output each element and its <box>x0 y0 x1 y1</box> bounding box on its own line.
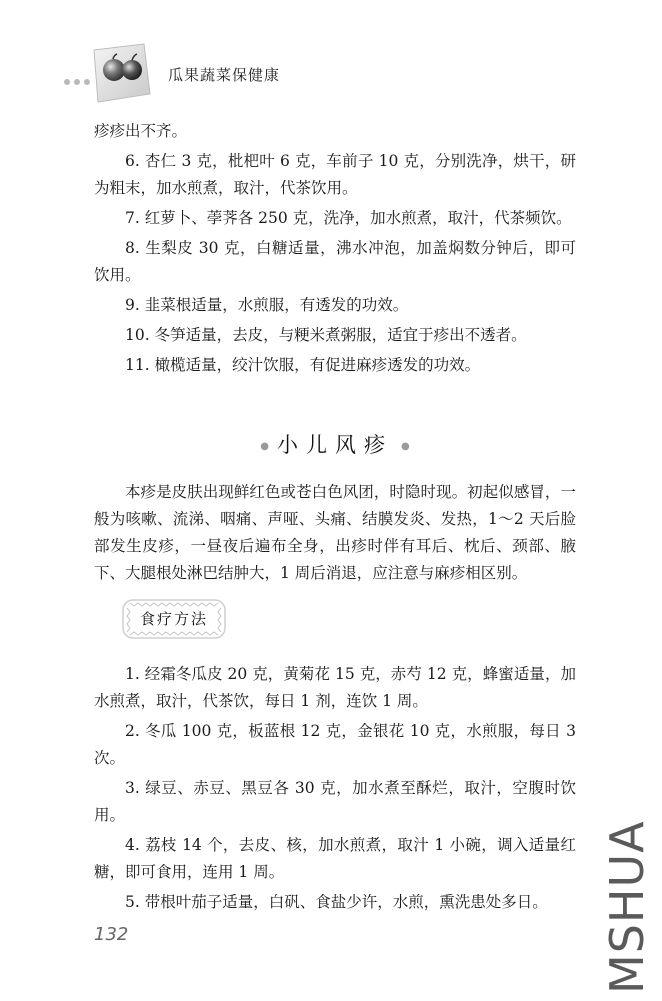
section-title-text: 小儿风疹 <box>277 433 393 457</box>
header-title: 瓜果蔬菜保健康 <box>168 66 281 84</box>
section-title <box>94 429 576 459</box>
list-item: 2. 冬瓜 100 克，板蓝根 12 克，金银花 10 克，水煎服，每日 3 次。 <box>94 722 576 767</box>
watermark: MSHUA <box>600 820 654 994</box>
page-header <box>0 40 662 110</box>
section-intro: 本疹是皮肤出现鲜红色或苍白色风团，时隐时现。初起似感冒，一般为咳嗽、流涕、咽痛、声哑、头痛、结膜发炎、发热，1～2 天后脸部发生皮疹，一昼夜后遍布全身，出疹时伴有耳后、枕后、颈部、腋下、大腿根处淋巴结肿大，1 周后消退，应注意与麻疹相区别。 <box>94 483 576 582</box>
list-item: 10. 冬笋适量，去皮，与粳米煮粥服，适宜于疹出不透者。 <box>125 326 527 344</box>
subhead-badge <box>122 599 226 639</box>
list-item: 4. 荔枝 14 个，去皮、核，加水煎煮，取汁 1 小碗，调入适量红糖，即可食用，连用 1 周。 <box>94 836 576 881</box>
subhead-text: 食疗方法 <box>139 610 208 628</box>
fruit-plate-icon <box>88 40 154 106</box>
list-item: 9. 韭菜根适量，水煎服，有透发的功效。 <box>125 296 409 314</box>
page-number: 132 <box>94 924 129 945</box>
list-item: 8. 生梨皮 30 克，白糖适量，沸水冲泡，加盖焖数分钟后，即可饮用。 <box>94 239 576 284</box>
list-item: 7. 红萝卜、荸荠各 250 克，洗净，加水煎煮，取汁，代茶频饮。 <box>125 209 572 227</box>
paragraph: 疹疹出不齐。 <box>94 122 188 140</box>
page-content <box>94 118 576 919</box>
list-item: 1. 经霜冬瓜皮 20 克，黄菊花 15 克，赤芍 12 克，蜂蜜适量，加水煎煮，取汁，代茶饮，每日 1 剂，连饮 1 周。 <box>94 665 576 710</box>
list-item: 3. 绿豆、赤豆、黑豆各 30 克，加水煮至酥烂，取汁，空腹时饮用。 <box>94 779 576 824</box>
bullet-dot-icon: ● <box>260 440 269 452</box>
list-item: 11. 橄榄适量，绞汁饮服，有促进麻疹透发的功效。 <box>125 356 481 374</box>
list-item: 6. 杏仁 3 克，枇杷叶 6 克，车前子 10 克，分别洗净，烘干，研为粗末，加水煎煮，取汁，代茶饮用。 <box>94 152 576 197</box>
bullet-dot-icon: ● <box>401 440 410 452</box>
list-item: 5. 带根叶茄子适量，白矾、食盐少许，水煎，熏洗患处多日。 <box>125 893 548 911</box>
